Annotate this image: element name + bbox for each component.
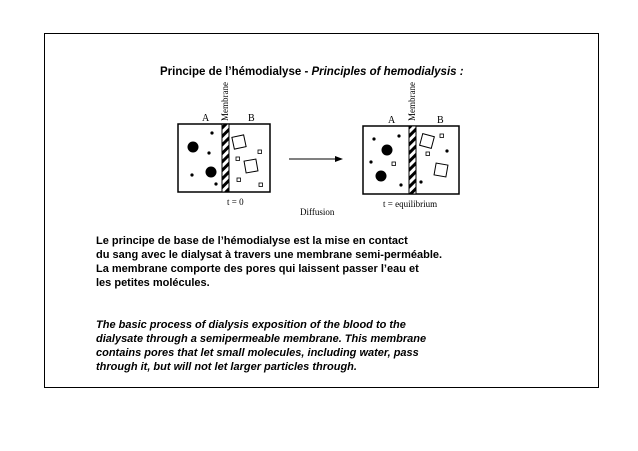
small-particle bbox=[190, 173, 193, 176]
diffusion-label: Diffusion bbox=[300, 207, 335, 217]
small-particle bbox=[214, 182, 217, 185]
french-description bbox=[96, 234, 442, 290]
right-time-label: t = equilibrium bbox=[383, 199, 438, 209]
text-line: du sang avec le dialysat à travers une membrane semi-perméable. bbox=[96, 249, 443, 261]
small-particle bbox=[372, 137, 375, 140]
right-label-a: A bbox=[388, 115, 396, 126]
large-particle bbox=[376, 171, 387, 182]
small-particle bbox=[397, 134, 400, 137]
small-solute bbox=[426, 152, 430, 156]
diffusion-arrow bbox=[289, 156, 343, 217]
large-solute bbox=[232, 135, 246, 149]
text-line: les petites molécules. bbox=[96, 277, 210, 289]
left-label-b: B bbox=[248, 113, 255, 124]
right-membrane-label: Membrane bbox=[407, 82, 417, 121]
left-label-a: A bbox=[202, 113, 210, 124]
small-particle bbox=[207, 151, 210, 154]
small-particle bbox=[369, 160, 372, 163]
right-membrane bbox=[409, 126, 416, 194]
left-time-label: t = 0 bbox=[227, 197, 244, 207]
left-membrane bbox=[222, 124, 229, 192]
large-solute bbox=[420, 134, 435, 149]
small-particle bbox=[419, 180, 422, 183]
small-solute bbox=[259, 183, 263, 187]
small-solute bbox=[237, 178, 241, 182]
small-particle bbox=[445, 149, 448, 152]
small-particle bbox=[399, 183, 402, 186]
text-line: The basic process of dialysis exposition of the blood to the bbox=[96, 319, 406, 331]
text-line: Le principe de base de l’hémodialyse est la mise en contact bbox=[96, 235, 408, 247]
right-panel bbox=[363, 82, 459, 209]
large-solute bbox=[434, 163, 448, 177]
small-solute bbox=[440, 134, 444, 138]
small-particle bbox=[210, 131, 213, 134]
text-line: contains pores that let small molecules, including water, pass bbox=[96, 347, 419, 359]
text-line: dialysate through a semipermeable membrane. This membrane bbox=[96, 333, 427, 345]
small-solute bbox=[258, 150, 262, 154]
left-membrane-label: Membrane bbox=[220, 82, 230, 121]
large-particle bbox=[382, 145, 393, 156]
english-description bbox=[96, 318, 426, 374]
large-solute bbox=[244, 159, 258, 173]
text-line: La membrane comporte des pores qui laissent passer l’eau et bbox=[96, 263, 419, 275]
title-english: Principles of hemodialysis : bbox=[311, 66, 464, 78]
left-panel bbox=[178, 82, 270, 207]
text-line: through it, but will not let larger particles through. bbox=[96, 361, 357, 373]
large-particle bbox=[188, 142, 199, 153]
large-particle bbox=[206, 167, 217, 178]
right-label-b: B bbox=[437, 115, 444, 126]
small-solute bbox=[236, 157, 240, 161]
title-french: Principe de l’hémodialyse - bbox=[160, 66, 312, 78]
small-solute bbox=[392, 162, 396, 166]
